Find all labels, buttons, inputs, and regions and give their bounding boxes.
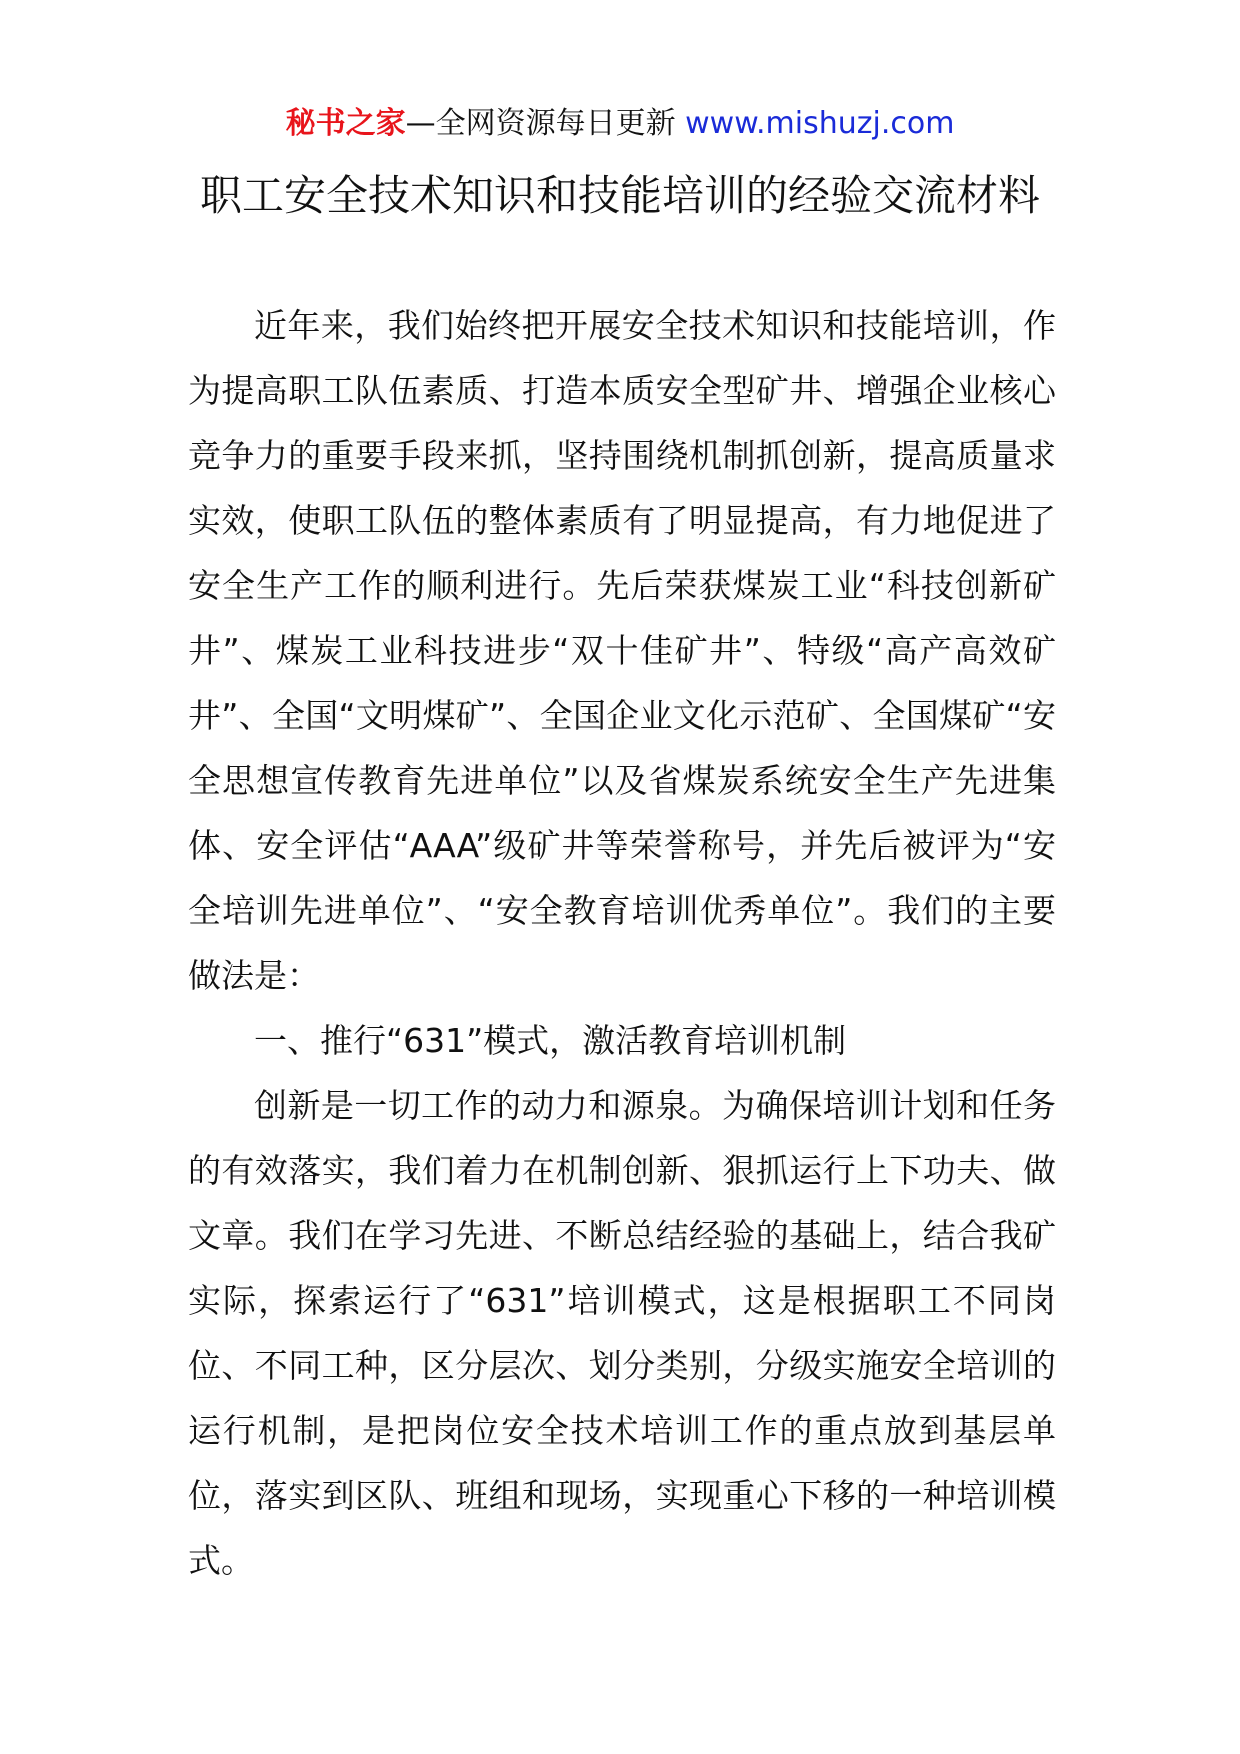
intro-paragraph: 近年来，我们始终把开展安全技术知识和技能培训，作为提高职工队伍素质、打造本质安全型矿井、增强企业核心竞争力的重要手段来抓，坚持围绕机制抓创新，提高质量求实效，使职工队伍的整体素质有了明显提高，有力地促进了安全生产工作的顺利进行。先后荣获煤炭工业“科技创新矿井”、煤炭工业科技进步“双十佳矿井”、特级“高产高效矿井”、全国“文明煤矿”、全国企业文化示范矿、全国煤矿“安全思想宣传教育先进单位”以及省煤炭系统安全生产先进集体、安全评估“AAA”级矿井等荣誉称号，并先后被评为“安全培训先进单位”、“安全教育培训优秀单位”。我们的主要做法是： — [188, 306, 1056, 995]
section-paragraph: 创新是一切工作的动力和源泉。为确保培训计划和任务的有效落实，我们着力在机制创新、狠抓运行上下功夫、做文章。我们在学习先进、不断总结经验的基础上，结合我矿实际，探索运行了“631”培训模式，这是根据职工不同岗位、不同工种，区分层次、划分类别，分级实施安全培训的运行机制，是把岗位安全技术培训工作的重点放到基层单位，落实到区队、班组和现场，实现重心下移的一种培训模式。 — [188, 1086, 1056, 1580]
brand-name: 秘书之家 — [285, 106, 406, 141]
document-title: 职工安全技术知识和技能培训的经验交流材料 — [199, 171, 1040, 220]
section-heading: 一、推行“631”模式，激活教育培训机制 — [254, 1021, 847, 1060]
document-body — [188, 293, 1056, 1593]
header-tagline: —全网资源每日更新 — [405, 106, 686, 141]
site-url-link[interactable]: www.mishuzj.com — [685, 106, 955, 141]
site-header — [0, 103, 1240, 145]
